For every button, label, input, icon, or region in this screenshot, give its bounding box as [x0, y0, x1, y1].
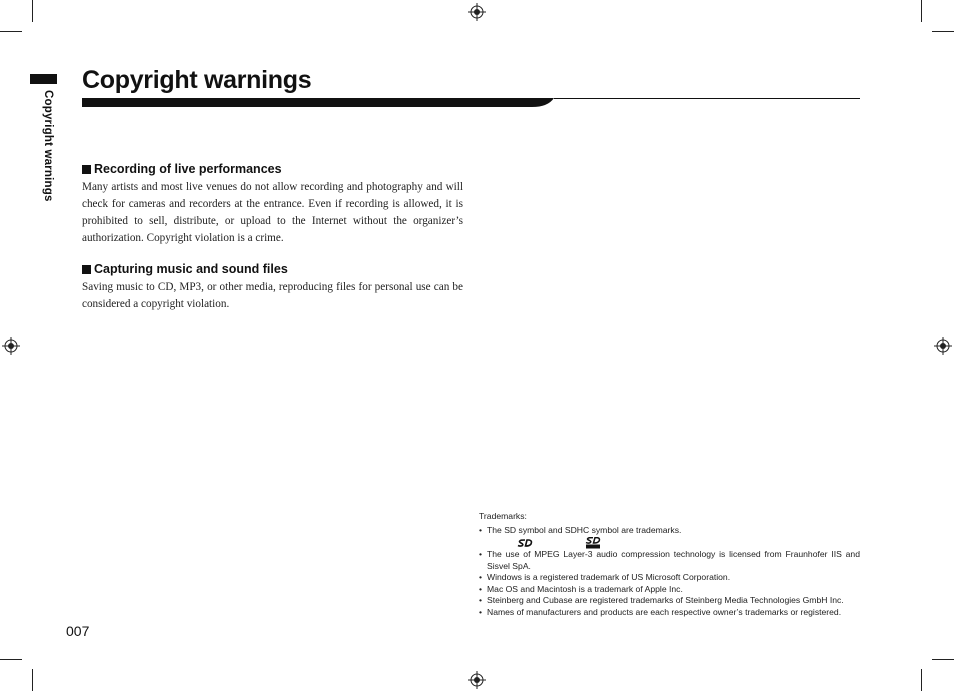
registration-mark-icon — [468, 3, 486, 21]
list-item: • Names of manufacturers and products are each respective owner’s trademarks or registered. — [479, 607, 860, 619]
page-number: 007 — [66, 623, 90, 639]
trademarks-title: Trademarks: — [479, 511, 527, 521]
section-heading — [82, 262, 463, 276]
crop-mark — [32, 0, 33, 22]
crop-mark — [0, 31, 22, 32]
crop-mark — [921, 0, 922, 22]
section-body: Saving music to CD, MP3, or other media, reproducing files for personal use can be considered a copyright violation. — [82, 281, 463, 310]
list-item: • The use of MPEG Layer-3 audio compression technology is licensed from Fraunhofer IIS and Sisvel SpA. — [479, 549, 860, 572]
section-heading — [82, 162, 463, 176]
crop-mark — [932, 31, 954, 32]
crop-mark — [0, 659, 22, 660]
list-item: • Windows is a registered trademark of US Microsoft Corporation. — [479, 572, 860, 584]
section-live-performances — [82, 162, 463, 247]
section-music-files — [82, 262, 463, 313]
crop-mark — [32, 669, 33, 691]
page-title: Copyright warnings — [82, 66, 312, 94]
list-item: • Mac OS and Macintosh is a trademark of Apple Inc. — [479, 584, 860, 596]
section-heading-text: Recording of live performances — [94, 162, 282, 176]
square-bullet-icon — [82, 165, 91, 174]
sd-logo-icon — [517, 539, 533, 547]
registration-mark-icon — [934, 337, 952, 355]
crop-mark — [921, 669, 922, 691]
sdhc-logo-icon — [585, 537, 601, 549]
trademarks-list — [479, 525, 860, 537]
list-item: • Steinberg and Cubase are registered trademarks of Steinberg Media Technologies GmbH Inc. — [479, 595, 860, 607]
registration-mark-icon — [2, 337, 20, 355]
crop-mark — [932, 659, 954, 660]
trademarks-block — [479, 511, 860, 618]
side-tab-marker — [30, 74, 57, 84]
trademarks-list — [479, 549, 860, 618]
section-body: Many artists and most live venues do not allow recording and photography and will check for cameras and recorders at the entrance. Even if recording is allowed, it is prohibited to sell, distribute, or upload to the Internet without the organizer’s authorization. Copyright violation is a crime. — [82, 181, 463, 244]
title-underline-bar — [82, 98, 860, 108]
list-item: • The SD symbol and SDHC symbol are trademarks. — [479, 525, 860, 537]
square-bullet-icon — [82, 265, 91, 274]
registration-mark-icon — [468, 671, 486, 689]
logo-row — [479, 536, 860, 549]
section-heading-text: Capturing music and sound files — [94, 262, 288, 276]
side-section-label: Copyright warnings — [42, 90, 54, 202]
